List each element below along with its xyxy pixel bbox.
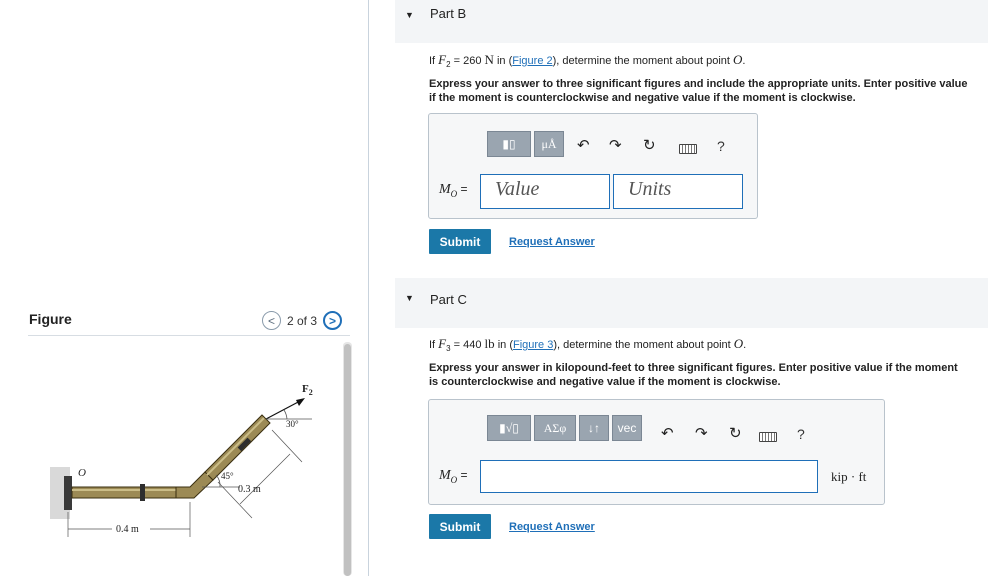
force-arrow <box>266 400 302 419</box>
figure-panel <box>0 0 369 576</box>
keyboard-icon[interactable] <box>679 144 697 154</box>
part-b-instructions: Express your answer to three significant figures and include the appropriate units. Enter positive value if the moment is counterclockwise and negative value if the moment is clockwise. <box>429 78 968 104</box>
part-c-answer-label: $M_O$ = <box>439 468 468 485</box>
prev-figure-button[interactable]: < <box>262 311 281 330</box>
reset-icon[interactable]: ↻ <box>643 137 656 154</box>
pipe-diagonal <box>205 415 270 480</box>
part-b-title: Part B <box>430 6 467 21</box>
units-label: kip · ft <box>831 469 867 484</box>
figure-pager <box>262 311 342 330</box>
collapse-triangle-icon[interactable]: ▼ <box>405 293 414 303</box>
pipe-diagram <box>40 372 340 552</box>
vector-button[interactable]: vec <box>612 415 642 441</box>
next-figure-button[interactable]: > <box>323 311 342 330</box>
redo-icon[interactable]: ↷ <box>609 137 622 154</box>
help-icon[interactable]: ? <box>797 426 805 442</box>
part-c-submit-button[interactable]: Submit <box>429 514 491 539</box>
figure-title: Figure <box>29 311 72 327</box>
collapse-triangle-icon[interactable]: ▼ <box>405 10 414 20</box>
undo-icon[interactable]: ↶ <box>577 137 590 154</box>
greek-symbols-button[interactable]: ΑΣφ <box>534 415 576 441</box>
templates-button[interactable]: ▮▯ <box>487 131 531 157</box>
templates-button[interactable]: ▮√▯ <box>487 415 531 441</box>
part-c-header[interactable] <box>395 278 988 328</box>
units-input[interactable]: Units <box>613 174 743 209</box>
part-b-toolbar <box>487 131 564 157</box>
pipe-horizontal <box>72 487 176 498</box>
answer-input[interactable] <box>480 460 818 493</box>
pipe-elbow <box>176 472 213 498</box>
subscript-superscript-button[interactable]: ↓↑ <box>579 415 609 441</box>
dimension-0-4m: 0.4 m <box>116 524 139 535</box>
force-label: $F_2$ <box>302 383 313 397</box>
help-icon[interactable]: ? <box>717 138 725 154</box>
part-b-request-answer-link[interactable]: Request Answer <box>509 236 595 248</box>
part-b-answer-label: $M_O$ = <box>439 182 468 199</box>
point-o-label: O <box>78 467 86 479</box>
angle-45-label: 45° <box>221 471 234 481</box>
dimension-0-3m: 0.3 m <box>238 484 261 495</box>
part-c-answer-box <box>428 399 885 505</box>
figure-scrollbar[interactable] <box>343 342 352 576</box>
figure-divider <box>28 335 350 336</box>
figure-scroll-thumb[interactable] <box>344 344 351 576</box>
part-c-instructions: Express your answer in kilopound-feet to three significant figures. Enter positive value if the moment is counterclockwise and negative value if the moment is clockwise. <box>429 362 958 388</box>
part-c-toolbar <box>487 415 642 441</box>
figure-3-link[interactable]: Figure 3 <box>513 339 554 351</box>
value-input[interactable]: Value <box>480 174 610 209</box>
keyboard-icon[interactable] <box>759 432 777 442</box>
wall-flange <box>64 476 72 510</box>
figure-count: 2 of 3 <box>287 313 318 328</box>
figure-2-link[interactable]: Figure 2 <box>512 55 553 67</box>
part-b-question: If $F_2 = 260$ N in (Figure 2), determine the moment about point O. <box>429 52 746 70</box>
undo-icon[interactable]: ↶ <box>661 425 674 442</box>
units-symbol-button[interactable]: μÅ <box>534 131 564 157</box>
reset-icon[interactable]: ↻ <box>729 425 742 442</box>
part-b-submit-button[interactable]: Submit <box>429 229 491 254</box>
part-c-title: Part C <box>430 292 467 307</box>
part-c-request-answer-link[interactable]: Request Answer <box>509 521 595 533</box>
redo-icon[interactable]: ↷ <box>695 425 708 442</box>
part-b-header[interactable] <box>395 0 988 43</box>
angle-30-label: 30° <box>286 419 299 429</box>
part-b-answer-box <box>428 113 758 219</box>
part-c-question: If $F_3 = 440$ lb in (Figure 3), determine the moment about point O. <box>429 336 747 354</box>
